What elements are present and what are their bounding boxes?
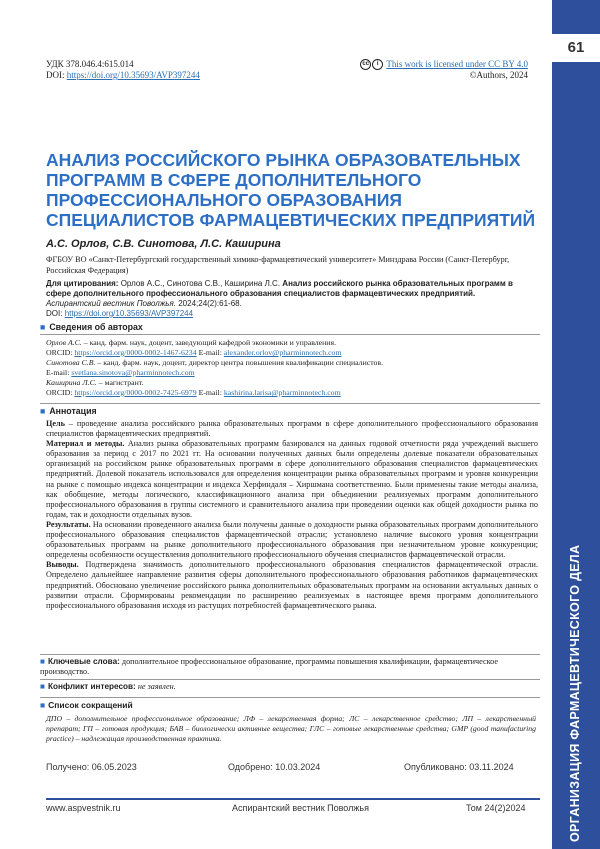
doi-line	[46, 69, 200, 81]
citation-doi-label: DOI:	[46, 309, 63, 318]
section-title-vertical: ОРГАНИЗАЦИЯ ФАРМАЦЕВТИЧЕСКОГО ДЕЛА	[568, 544, 582, 842]
abbreviations: ДПО – дополнительное профессиональное образование; ЛФ – лекарственная форма; ЛС – лекарственное средство; ЛП – лекарственный препарат; ГП – готовая продукция; БАВ – биологически активные вещества; ГЛС – готовые лекарственные средства; GMP (good manufacturing practice) – надлежащая производственная практика.	[46, 714, 536, 743]
license-link[interactable]: This work is licensed under CC BY 4.0	[386, 59, 528, 69]
abstract-methods: Материал и методы. Анализ рынка образовательных программ базировался на данных годовой отчетности ряда учреждений высшего образования за период с 2017 по 2021 гг. На основании полученных данных были определены долевые показатели образовательных организаций на российском рынке образовательных программ в сфере дополнительного образования специалистов фармацевтических предприятий. Долевой показатель использовался для определения концентрации рынка образовательных программ и уровня конкуренции на рынке с помощью индекса концентрации и индекса Херфиндаля – Хиршмана соответственно. Были применены такие методы анализа, как обобщение, методы логического, классификационного анализа при объединении реализуемых программ дополнительного профессионального образования в группы системного и сравнительного анализа при проведении оценки как общей доходности рынка по годам, так и доходности отдельных вузов.	[46, 439, 539, 519]
author-3: Каширина Л.С. – магистрант.	[46, 378, 144, 387]
abstract-conclusions: Выводы. Подтверждена значимость дополнительного профессионального образования специалистов фармацевтической отрасли. Определено дальнейшее направление развития сферы дополнительного профессионального образования работников фармацевтических предприятий. Обосновано увеличение российского рынка дополнительных образовательных программ на основании актуальных данных о развитии отрасли. Сформированы рекомендации по расширению реализуемых в настоящее время программ дополнительного профессионального образования исходя из растущих потребностей фармацевтического рынка.	[46, 560, 538, 610]
divider	[40, 403, 540, 404]
citation-authors: Орлов А.С., Синотова С.В., Каширина Л.С.	[120, 279, 281, 288]
author-2-email-link[interactable]: svetlana.sinotova@pharminnotech.com	[71, 368, 195, 377]
bullet-icon: ■	[40, 682, 45, 691]
conflict-of-interest: ■ Конфликт интересов: не заявлен.	[40, 682, 176, 691]
author-3-contacts: ORCID: https://orcid.org/0000-0002-7425-6979 E-mail: kashirina.larisa@pharminnotech.com	[46, 388, 341, 397]
bullet-icon: ■	[40, 406, 46, 416]
footer-divider	[46, 798, 540, 800]
citation-issue: 2024;24(2):61-68.	[178, 299, 242, 308]
divider	[40, 654, 540, 655]
authors-info-heading: ■ Сведения об авторах	[40, 322, 143, 332]
abstract-aim: Цель – проведение анализа российского рынка образовательных программ в сфере дополнительного профессионального образования специалистов фармацевтических предприятий.	[46, 419, 538, 439]
abstract-results: Результаты. На основании проведенного анализа были получены данные о доходности рынка образовательных программ дополнительного профессионального образования специалистов фармацевтической отрасли; установлено наличие высокого уровня концентрации образовательных программ на рынке дополнительного профессионального образования при незначительном уровне конкуренции; определены особенности осуществления дополнительного профессионального обучения специалистов фармацевтической отрасли.	[46, 519, 538, 560]
citation-doi-link[interactable]: https://doi.org/10.35693/AVP397244	[64, 309, 194, 318]
doi-label: DOI:	[46, 70, 65, 80]
udk: УДК 378.046.4:615.014	[46, 59, 134, 69]
footer-journal: Аспирантский вестник Поволжья	[232, 803, 369, 813]
author-2: Синотова С.В. – канд. фарм. наук, доцент, директор центра повышения квалификации специалистов.	[46, 358, 384, 367]
author-1: Орлов А.С. – канд. фарм. наук, доцент, заведующий кафедрой экономики и управления.	[46, 338, 337, 347]
footer-site[interactable]: www.aspvestnik.ru	[46, 803, 121, 813]
abstract	[46, 419, 538, 611]
abstract-heading: ■ Аннотация	[40, 406, 97, 416]
article-title: АНАЛИЗ РОССИЙСКОГО РЫНКА ОБРАЗОВАТЕЛЬНЫХ ПРОГРАММ В СФЕРЕ ДОПОЛНИТЕЛЬНОГО ПРОФЕССИОНАЛЬНОГО ОБРАЗОВАНИЯ СПЕЦИАЛИСТОВ ФАРМАЦЕВТИЧЕСКИХ ПРЕДПРИЯТИЙ	[46, 150, 536, 230]
citation-title: Анализ российского рынка образовательных программ в сфере дополнительного профессионального образования специалистов фармацевтических предприятий.	[46, 279, 513, 298]
doi-link[interactable]: https://doi.org/10.35693/AVP397244	[66, 70, 200, 80]
divider	[40, 679, 540, 680]
author-1-email-link[interactable]: alexander.orlov@pharminnotech.com	[223, 348, 342, 357]
date-approved: Одобрено: 10.03.2024	[228, 762, 321, 772]
author-2-contacts: E-mail: svetlana.sinotova@pharminnotech.com	[46, 368, 195, 377]
citation	[46, 279, 536, 319]
citation-label: Для цитирования:	[46, 279, 119, 288]
page-number: 61	[552, 32, 600, 62]
author-1-orcid-link[interactable]: https://orcid.org/0000-0002-1467-6234	[74, 348, 197, 357]
affiliation: ФГБОУ ВО «Санкт-Петербургский государственный химико-фармацевтический университет» Минздрава России (Санкт-Петербург, Российская Федерация)	[46, 255, 510, 275]
divider	[40, 334, 540, 335]
divider	[40, 697, 540, 698]
citation-journal: Аспирантский вестник Поволжья.	[46, 299, 176, 308]
date-published: Опубликовано: 03.11.2024	[404, 762, 514, 772]
keywords: ■ Ключевые слова: дополнительное профессиональное образование, программы повышения квалификации, фармацевтическое производство.	[40, 657, 498, 677]
authors-info	[46, 338, 536, 398]
sidebar	[552, 0, 600, 849]
bullet-icon: ■	[40, 322, 46, 332]
by-icon: i	[372, 59, 383, 70]
copyright: ©Authors, 2024	[469, 70, 528, 80]
bullet-icon: ■	[40, 700, 46, 710]
footer-volume: Том 24(2)2024	[466, 803, 526, 813]
date-received: Получено: 06.05.2023	[46, 762, 137, 772]
bullet-icon: ■	[40, 657, 45, 666]
cc-icon: cc	[360, 59, 371, 70]
author-3-orcid-link[interactable]: https://orcid.org/0000-0002-7425-6979	[74, 388, 197, 397]
abbreviations-heading: ■ Список сокращений	[40, 700, 133, 710]
author-3-email-link[interactable]: kashirina.larisa@pharminnotech.com	[223, 388, 341, 397]
author-1-contacts: ORCID: https://orcid.org/0000-0002-1467-6234 E-mail: alexander.orlov@pharminnotech.com	[46, 348, 342, 357]
article-authors: А.С. Орлов, С.В. Синотова, Л.С. Каширина	[46, 238, 281, 250]
